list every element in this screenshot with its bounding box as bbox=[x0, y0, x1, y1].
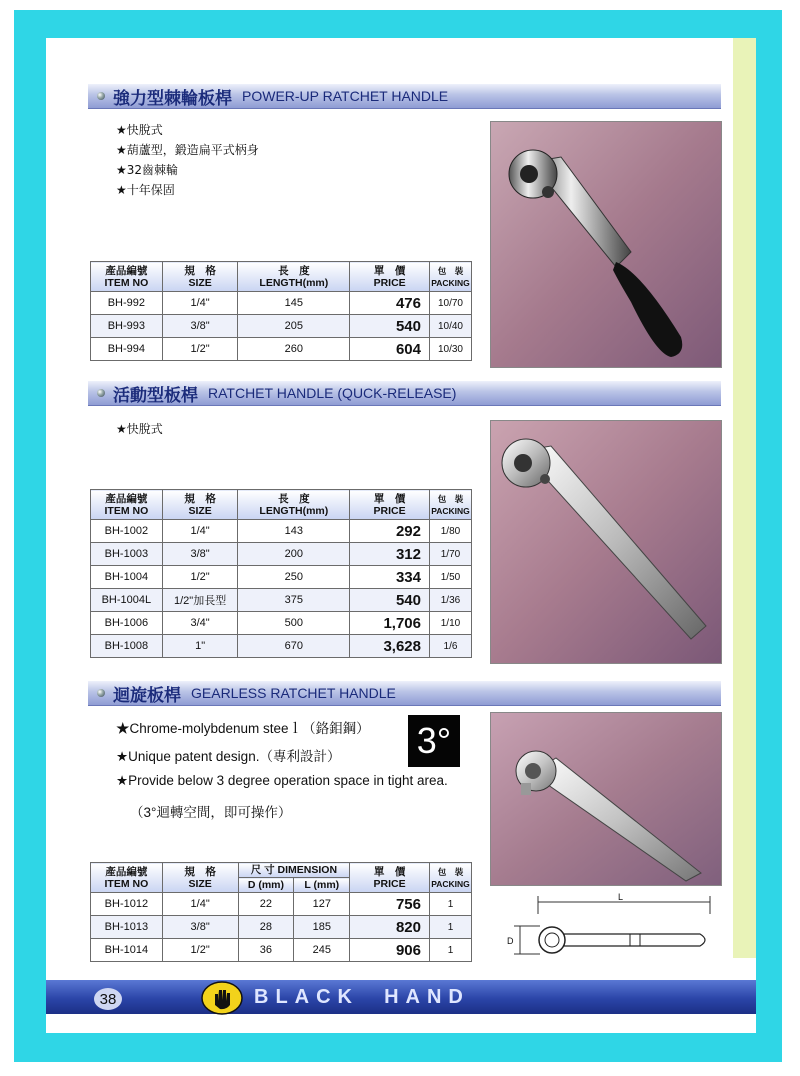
feature-item: ★十年保固 bbox=[116, 183, 175, 197]
cell-item: BH-994 bbox=[91, 338, 163, 361]
table-header-row bbox=[91, 262, 472, 292]
cell-price: 540 bbox=[350, 315, 430, 338]
feature-item: ★葫蘆型，鍛造扁平式柄身 bbox=[116, 143, 259, 157]
table-row: BH-1014 1/2" 36 245 906 1 bbox=[91, 939, 472, 962]
table-header-row: 產品編號 ITEM NO 規 格 SIZE 長 度 LENGTH(mm) 單 價 PRICE 包 裝 PACKING bbox=[91, 490, 472, 520]
header-d: D (mm) bbox=[238, 878, 294, 893]
header-length: 長 度 LENGTH(mm) bbox=[238, 262, 350, 292]
side-strip bbox=[733, 38, 756, 958]
feature-item: （3°迴轉空間，即可操作） bbox=[130, 805, 292, 820]
table-row bbox=[91, 292, 472, 315]
header-dimension: 尺 寸 DIMENSION bbox=[238, 863, 350, 878]
table-row bbox=[91, 315, 472, 338]
feature-item: ★32齒棘輪 bbox=[116, 163, 179, 177]
d-label: D bbox=[507, 936, 514, 946]
header-item: 產品編號 ITEM NO bbox=[91, 262, 163, 292]
feature-item: ★快脫式 bbox=[116, 123, 163, 137]
product-photo-gearless bbox=[490, 712, 722, 886]
table-row: BH-1012 1/4" 22 127 756 1 bbox=[91, 893, 472, 916]
section-title-en: POWER-UP RATCHET HANDLE bbox=[242, 88, 449, 104]
section-header-gearless bbox=[88, 681, 721, 706]
feature-item: ★快脫式 bbox=[116, 422, 163, 436]
cell-size: 1/4" bbox=[162, 292, 238, 315]
table-row: BH-1003 3/8" 200 312 1/70 bbox=[91, 543, 472, 566]
cell-length: 205 bbox=[238, 315, 350, 338]
table-row: BH-1006 3/4" 500 1,706 1/10 bbox=[91, 612, 472, 635]
table-row: BH-1002 1/4" 143 292 1/80 bbox=[91, 520, 472, 543]
l-label: L bbox=[618, 892, 624, 902]
page-number: 38 bbox=[94, 988, 122, 1010]
degree-badge: 3° bbox=[408, 715, 460, 767]
header-price: 單 價 PRICE bbox=[350, 262, 430, 292]
cell-size: 3/8" bbox=[162, 315, 238, 338]
cell-length: 145 bbox=[238, 292, 350, 315]
table-header-row: 產品編號 ITEM NO 規 格 SIZE 尺 寸 DIMENSION 單 價 PRICE 包 裝 PACKING bbox=[91, 863, 472, 878]
section-title-zh: 活動型板桿 bbox=[113, 385, 198, 406]
brand-logo bbox=[200, 981, 244, 1019]
cell-price: 476 bbox=[350, 292, 430, 315]
bullet-icon bbox=[97, 92, 105, 100]
section-title-zh: 強力型棘輪板桿 bbox=[113, 88, 232, 109]
section-header-power-up bbox=[88, 84, 721, 109]
section-title-en: GEARLESS RATCHET HANDLE bbox=[191, 685, 396, 701]
bullet-icon bbox=[97, 389, 105, 397]
cell-length: 260 bbox=[238, 338, 350, 361]
feature-item: ★Provide below 3 degree operation space in tight area. bbox=[116, 773, 448, 788]
feature-item: ★Chrome-molybdenum steeｌ（鉻鉬鋼） bbox=[116, 721, 370, 736]
table-row: BH-1004 1/2" 250 334 1/50 bbox=[91, 566, 472, 589]
spec-table-quick-release bbox=[90, 489, 472, 658]
cell-size: 1/2" bbox=[162, 338, 238, 361]
feature-list bbox=[116, 419, 163, 439]
table-row: BH-1008 1" 670 3,628 1/6 bbox=[91, 635, 472, 658]
section-title-en: RATCHET HANDLE (QUCK-RELEASE) bbox=[208, 385, 457, 401]
spec-table-power-up bbox=[90, 261, 472, 361]
header-l: L (mm) bbox=[294, 878, 350, 893]
cell-price: 604 bbox=[350, 338, 430, 361]
bullet-icon bbox=[97, 689, 105, 697]
table-row: BH-1013 3/8" 28 185 820 1 bbox=[91, 916, 472, 939]
cell-packing: 10/70 bbox=[429, 292, 471, 315]
dimension-diagram bbox=[500, 892, 720, 972]
product-photo-quick-release bbox=[490, 420, 722, 664]
product-photo-power-up bbox=[490, 121, 722, 368]
table-row: BH-1004L 1/2"加長型 375 540 1/36 bbox=[91, 589, 472, 612]
section-title-zh: 迴旋板桿 bbox=[113, 685, 181, 706]
header-size: 規 格 SIZE bbox=[162, 262, 238, 292]
brand-name: BLACK HAND bbox=[254, 986, 470, 1008]
cell-item: BH-992 bbox=[91, 292, 163, 315]
table-row bbox=[91, 338, 472, 361]
section-header-quick-release bbox=[88, 381, 721, 406]
cell-packing: 10/30 bbox=[429, 338, 471, 361]
spec-table-gearless bbox=[90, 862, 472, 962]
header-packing: 包 裝 PACKING bbox=[429, 262, 471, 292]
feature-list bbox=[116, 120, 259, 200]
feature-item: ★Unique patent design.（專利設計） bbox=[116, 749, 341, 764]
cell-packing: 10/40 bbox=[429, 315, 471, 338]
cell-item: BH-993 bbox=[91, 315, 163, 338]
